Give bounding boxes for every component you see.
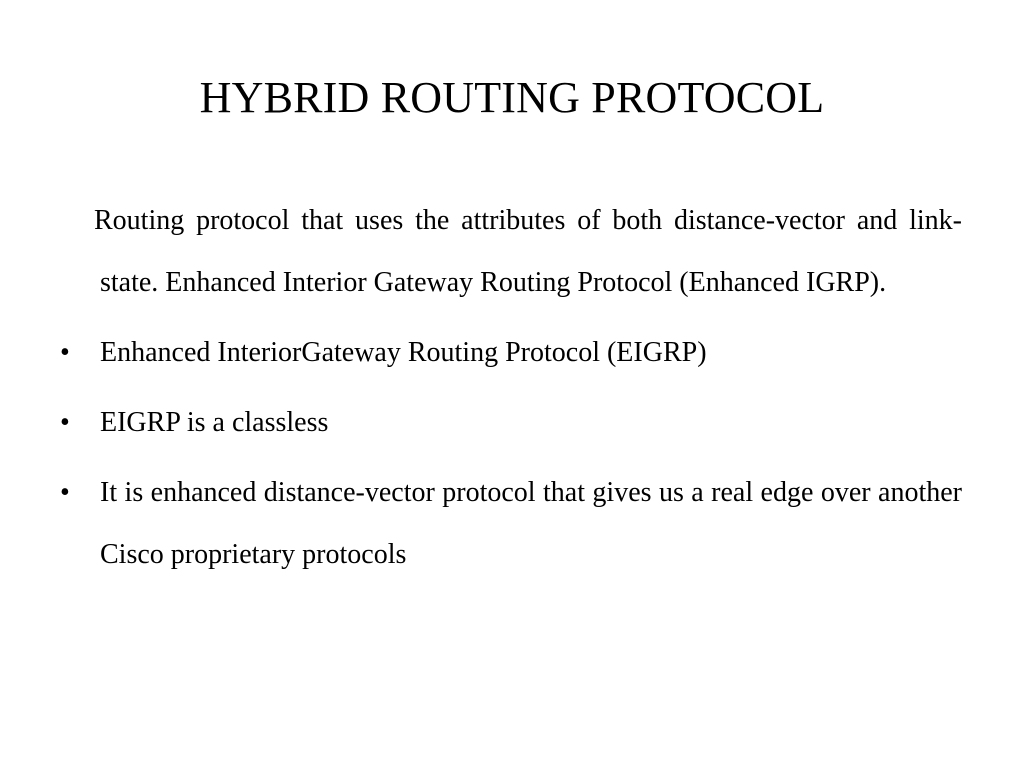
bullet-icon: •	[60, 407, 70, 438]
bullet-icon: •	[60, 477, 70, 508]
slide-body	[60, 190, 962, 586]
bullet-text: EIGRP is a classless	[100, 407, 329, 438]
bullet-item	[60, 462, 962, 586]
bullet-text: It is enhanced distance-vector protocol that gives us a real edge over another Cisco proprietary protocols	[100, 477, 962, 570]
bullet-list	[60, 322, 962, 586]
bullet-item	[60, 322, 962, 384]
intro-paragraph: Routing protocol that uses the attributes of both distance-vector and link-state. Enhanced Interior Gateway Routing Protocol (Enhanced IGRP).	[94, 205, 962, 298]
slide-title: HYBRID ROUTING PROTOCOL	[199, 73, 825, 122]
bullet-text: Enhanced InteriorGateway Routing Protocol (EIGRP)	[100, 337, 707, 368]
bullet-item	[60, 392, 962, 454]
bullet-icon: •	[60, 337, 70, 368]
